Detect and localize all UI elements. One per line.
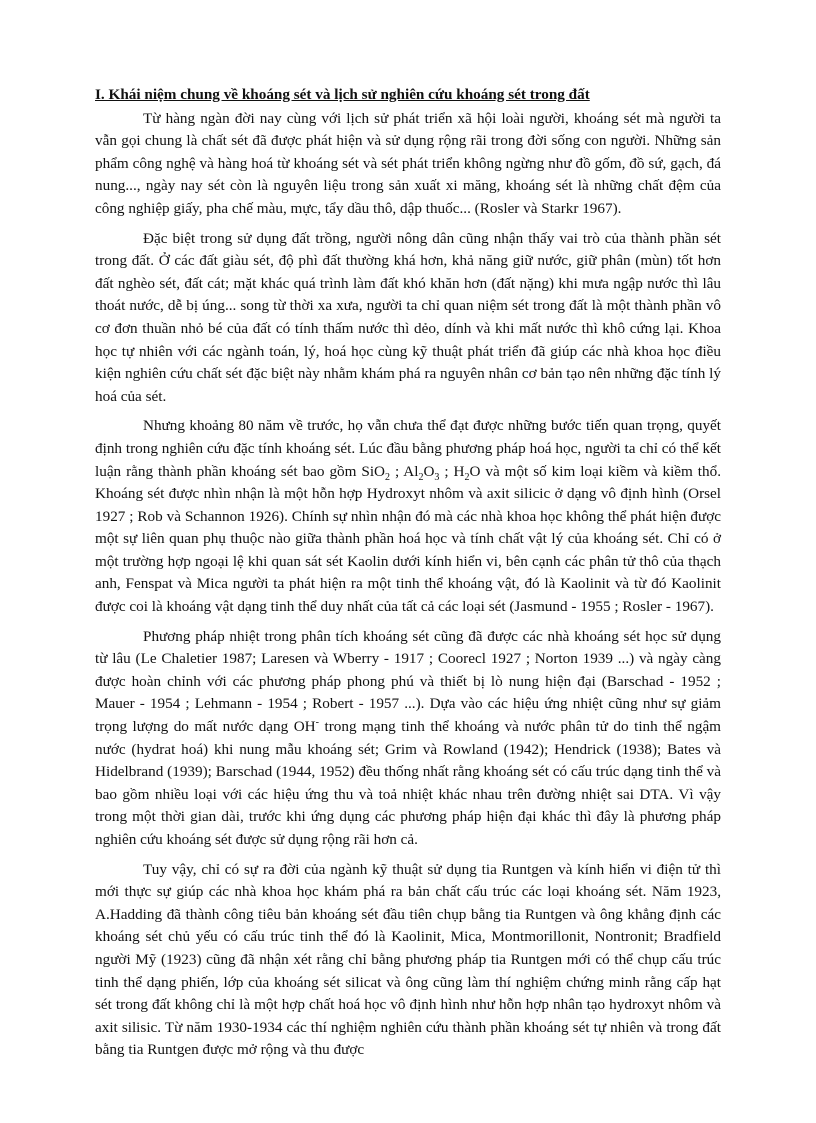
text-run: ; H bbox=[439, 462, 465, 480]
text-run: ; Al bbox=[390, 462, 419, 480]
text-run: O bbox=[423, 462, 435, 480]
text-run: O và một số kim loại kiềm và kiềm thổ. Khoáng sét được nhìn nhận là một hỗn hợp Hydroxyt nhôm và axit silicic ở dạng vô định hình (Orsel 1927 ; Rob và Schannon 1926). Chính sự nhìn nhận đó mà các nhà khoa học không thể phát hiện được một sự liên quan phụ thuộc nào giữa thành phần hoá học và tính chất vật lý của khoáng sét. Chỉ có ở một trường hợp ngoại lệ khi quan sát sét Kaolin dưới kính hiển vi, bên cạnh các phân tử thô của thạch anh, Fenspat và Mica người ta phát hiện ra một tinh thể khoáng vật, đó là Kaolinit và từ đó Kaolinit được coi là khoáng vật dạng tinh thể duy nhất của tất cả các loại sét (Jasmund - 1955 ; Rosler - 1967). bbox=[95, 462, 721, 616]
paragraph-thermal-method bbox=[95, 626, 721, 852]
paragraph-clay-chemistry bbox=[95, 415, 721, 618]
subscript: 2 bbox=[385, 471, 391, 483]
text-run: Phương pháp nhiệt trong phân tích khoáng sét cũng đã được các nhà khoáng sét học sử dụng từ lâu (Le Chaletier 1987; Laresen và Wberry - 1917 ; Coorecl 1927 ; Norton 1939 ...) và ngày càng được hoàn chỉnh với các phương pháp phong phú và thiết bị lò nung hiện đại (Barschad - 1952 ; Mauer - 1954 ; Lehmann - 1954 ; Robert - 1957 ...). Dựa vào các hiệu ứng nhiệt cũng như sự giảm trọng lượng do mất nước dạng OH bbox=[95, 627, 721, 736]
paragraph: Đặc biệt trong sử dụng đất trồng, người nông dân cũng nhận thấy vai trò của thành phần sét trong đất. Ở các đất giàu sét, độ phì đất thường khá hơn, khả năng giữ nước, giữ phân (mùn) tốt hơn đất nghèo sét, đất cát; mặt khác quá trình làm đất khó khăn hơn (đất nặng) khi mưa ngập nước thì lâu thoát nước, dễ bị úng... song từ thời xa xưa, người ta chỉ quan niệm sét trong đất là một thành phần vô cơ đơn thuần nhỏ bé của đất có tính thấm nước thì dẻo, dính và khi mất nước thì khô cứng lại. Khoa học tự nhiên với các ngành toán, lý, hoá học cùng kỹ thuật phát triển đã giúp các nhà khoa học điều kiện nghiên cứu chất sét đặc biệt này nhằm khám phá ra nguyên nhân cơ bản tạo nên những đặc tính lý hoá của sét. bbox=[95, 229, 721, 405]
section-heading: I. Khái niệm chung về khoáng sét và lịch sử nghiên cứu khoáng sét trong đất bbox=[95, 86, 590, 103]
subscript: 2 bbox=[464, 471, 470, 483]
subscript: 3 bbox=[434, 471, 440, 483]
text-run: trong mạng tinh thể khoáng và nước phân tử do tinh thể ngậm nước (hydrat hoá) khi nung mẫu khoáng sét; Grim và Rowland (1942); Hendrick (1938); Bates và Hidelbrand (1939); Barschad (1944, 1952) đều thống nhất rằng khoáng sét có cấu trúc dạng tinh thể và bao gồm nhiều loại với các hiệu ứng thu và toả nhiệt khác nhau trên đường nhiệt sai DTA. Vì vậy trong một thời gian dài, trước khi ứng dụng các phương pháp hiện đại khác thì đây là phương pháp nghiên cứu khoáng sét được sử dụng rộng rãi hơn cả. bbox=[95, 718, 721, 848]
document-page bbox=[95, 84, 721, 1069]
text-run: Nhưng khoảng 80 năm về trước, họ vẫn chưa thể đạt được những bước tiến quan trọng, quyết định trong nghiên cứu đặc tính khoáng sét. Lúc đầu bằng phương pháp hoá học, người ta chỉ có thể kết luận rằng thành phần khoáng sét bao gồm SiO bbox=[95, 417, 721, 480]
superscript: - bbox=[315, 716, 319, 728]
paragraph: Từ hàng ngàn đời nay cùng với lịch sử phát triển xã hội loài người, khoáng sét mà người ta vẫn gọi chung là chất sét đã được phát hiện và sử dụng rộng rãi trong đời sống con người. Những sản phẩm công nghệ và hàng hoá từ khoáng sét và sét phát triển không ngừng như đồ gốm, đồ sứ, gạch, đá nung..., ngày nay sét còn là nguyên liệu trong sản xuất xi măng, khoáng sét là những chất đệm của công nghiệp giấy, pha chế màu, mực, tẩy dầu thô, dập thuốc... (Rosler và Starkr 1967). bbox=[95, 109, 721, 217]
paragraph: Tuy vậy, chỉ có sự ra đời của ngành kỹ thuật sử dụng tia Runtgen và kính hiển vi điện tử thì mới thực sự giúp các nhà khoa học khám phá ra bản chất cấu trúc các loại khoáng sét. Năm 1923, A.Hadding đã thành công tiêu bản khoáng sét đầu tiên chụp bằng tia Runtgen và ông khẳng định các khoáng sét chủ yếu có cấu trúc tinh thể đó là Kaolinit, Mica, Montmorillonit, Nontronit; Bradfield người Mỹ (1923) cũng đã nhận xét rằng chỉ bằng phương pháp tia Runtgen mới có thể chụp cấu trúc tinh thể dạng phiến, lớp của khoáng sét silicat và ông cũng làm thí nghiệm chứng minh rằng cấp hạt sét trong đất không chỉ là một hợp chất hoá học vô định hình như hỗn hợp nhân tạo hydroxyt nhôm và axit silisic. Từ năm 1930-1934 các thí nghiệm nghiên cứu thành phần khoáng sét tự nhiên và trong đất bằng tia Runtgen được mở rộng và thu được bbox=[95, 860, 721, 1059]
subscript: 2 bbox=[418, 471, 424, 483]
